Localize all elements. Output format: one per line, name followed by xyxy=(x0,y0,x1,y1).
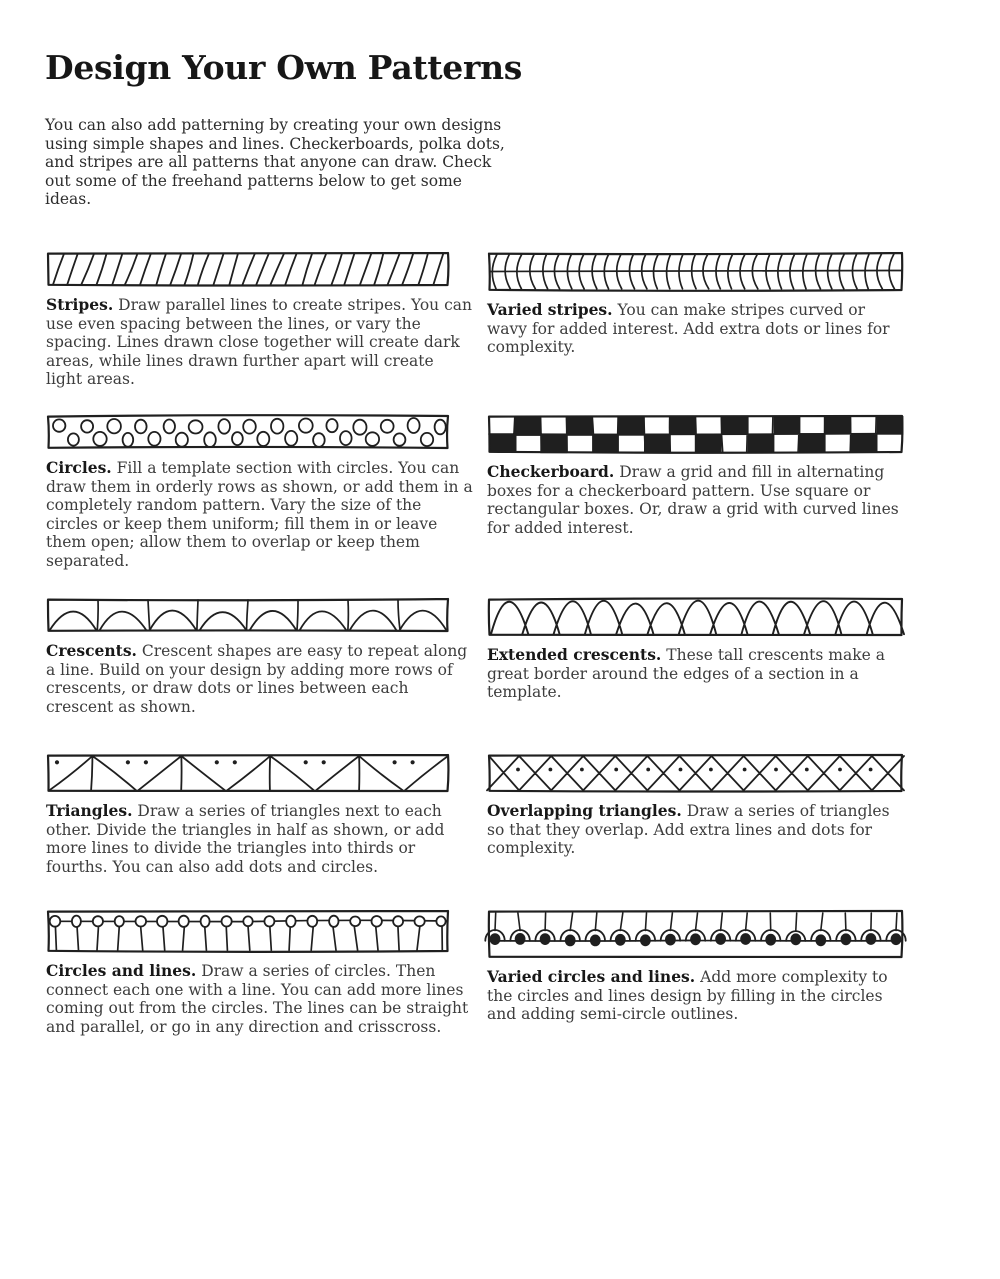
pattern-section-extended-crescents xyxy=(487,597,904,753)
stripes-pattern-drawing xyxy=(46,251,450,287)
pattern-name: Varied stripes. xyxy=(487,300,613,319)
pattern-caption xyxy=(487,802,908,858)
pattern-caption xyxy=(487,463,908,537)
circles-and-lines-pattern-drawing xyxy=(46,909,450,953)
pattern-caption xyxy=(487,646,908,702)
pattern-caption xyxy=(46,296,474,389)
pattern-description: Add more complexity to the circles and lines design by filling in the circles and adding semi-circle outlines. xyxy=(487,968,888,1024)
pattern-description: Draw a series of circles. Then connect each one with a line. You can add more lines coming out from the circles. The lines can be straight and parallel, or go in any direction and crisscross. xyxy=(46,962,469,1036)
pattern-description: Draw a grid and fill in alternating boxes for a checkerboard pattern. Use square or rectangular boxes. Or, draw a grid with curved lines for added interest. xyxy=(487,463,899,537)
pattern-description: Draw a series of triangles so that they overlap. Add extra lines and dots for complexity. xyxy=(487,802,890,858)
pattern-section-circles-and-lines xyxy=(46,909,469,1119)
varied-circles-and-lines-pattern-drawing xyxy=(487,909,904,959)
pattern-name: Triangles. xyxy=(46,801,133,820)
overlapping-triangles-pattern-drawing xyxy=(487,753,904,793)
pattern-description: Draw a series of triangles next to each other. Divide the triangles in half as shown, or add more lines to divide the triangles into thirds or fourths. You can also add dots and circles. xyxy=(46,802,445,876)
pattern-name: Circles. xyxy=(46,458,112,477)
pattern-name: Crescents. xyxy=(46,641,137,660)
pattern-name: Varied circles and lines. xyxy=(487,967,696,986)
pattern-description: Fill a template section with circles. You can draw them in orderly rows as shown, or add them in a completely random pattern. Vary the size of the circles or keep them uniform; fill them in or leave them open; allow them to overlap or keep them separated. xyxy=(46,459,473,570)
pattern-description: Draw parallel lines to create stripes. You can use even spacing between the lines, or vary the spacing. Lines drawn close together will create dark areas, while lines drawn further apart will create light areas. xyxy=(46,296,472,389)
triangles-pattern-drawing xyxy=(46,753,450,793)
pattern-description: You can make stripes curved or wavy for added interest. Add extra dots or lines for complexity. xyxy=(487,301,890,357)
pattern-section-varied-stripes xyxy=(487,251,904,414)
pattern-name: Overlapping triangles. xyxy=(487,801,682,820)
crescents-pattern-drawing xyxy=(46,597,450,633)
pattern-section-varied-circles-and-lines xyxy=(487,909,904,1119)
pattern-caption xyxy=(487,301,908,357)
pattern-caption xyxy=(46,962,474,1036)
pattern-caption xyxy=(46,802,474,876)
pattern-caption xyxy=(487,968,908,1024)
pattern-description: These tall crescents make a great border around the edges of a section in a template. xyxy=(487,646,885,702)
pattern-caption xyxy=(46,642,474,716)
pattern-caption xyxy=(46,459,474,571)
pattern-section-overlapping-triangles xyxy=(487,753,904,909)
circles-pattern-drawing xyxy=(46,414,450,450)
pattern-section-checkerboard xyxy=(487,414,904,597)
pattern-section-stripes xyxy=(46,251,472,414)
pattern-name: Stripes. xyxy=(46,295,114,314)
pattern-section-triangles xyxy=(46,753,450,909)
extended-crescents-pattern-drawing xyxy=(487,597,904,637)
intro-paragraph: You can also add patterning by creating your own designs using simple shapes and lines. Checkerboards, polka dots, and stripes are all patterns that anyone can draw. Check out some of the freehand patterns below to get some ideas. xyxy=(45,116,505,209)
pattern-description: Crescent shapes are easy to repeat along a line. Build on your design by adding more rows of crescents, or draw dots or lines between each crescent as shown. xyxy=(46,642,468,716)
pattern-section-crescents xyxy=(46,597,468,753)
varied-stripes-pattern-drawing xyxy=(487,251,904,292)
pattern-section-circles xyxy=(46,414,473,597)
pattern-name: Circles and lines. xyxy=(46,961,197,980)
checkerboard-pattern-drawing xyxy=(487,414,904,454)
page-title: Design Your Own Patterns xyxy=(45,48,523,87)
patterns-grid xyxy=(46,251,904,1119)
pattern-name: Checkerboard. xyxy=(487,462,615,481)
pattern-name: Extended crescents. xyxy=(487,645,662,664)
